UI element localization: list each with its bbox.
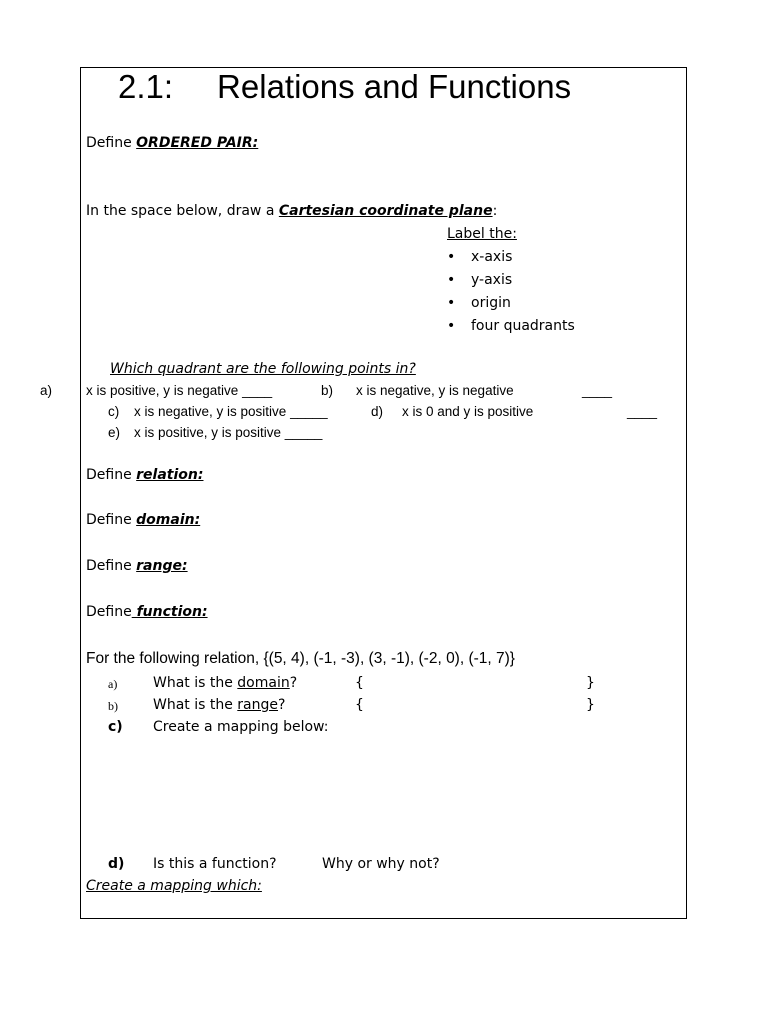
label-item-x-axis: • x-axis [447, 249, 575, 272]
cartesian-term: Cartesian coordinate plane [278, 203, 493, 219]
define-label: Define [86, 558, 137, 574]
relation-intro: For the following relation, {(5, 4), (-1, -3), (3, -1), (-2, 0), (-1, 7)} [86, 650, 515, 667]
range-open-brace: { [355, 697, 364, 713]
domain-close-brace: } [586, 675, 595, 691]
cartesian-prefix: In the space below, draw a [86, 203, 279, 219]
relation-d-why: Why or why not? [322, 856, 440, 872]
define-label: Define [86, 135, 137, 151]
title-number: 2.1: [118, 68, 174, 105]
quadrant-d-label: d) [371, 404, 384, 419]
relation-d-text: Is this a function? [153, 856, 277, 872]
question-prefix: What is the [153, 697, 238, 713]
relation-a-question [153, 675, 297, 691]
relation-b-label: b) [108, 699, 118, 713]
relation-d-label: d) [108, 856, 125, 872]
quadrant-d-text: x is 0 and y is positive [402, 404, 534, 419]
worksheet-frame [80, 67, 687, 919]
relation-a-label: a) [108, 677, 118, 691]
domain-word: domain [237, 675, 290, 691]
question-mark: ? [278, 697, 286, 713]
question-prefix: What is the [153, 675, 238, 691]
quadrant-c-text: x is negative, y is positive _____ [134, 404, 328, 419]
function-term: function: [131, 604, 208, 620]
quadrant-a-label: a) [40, 383, 53, 398]
page-title [118, 68, 571, 106]
quadrant-a-text: x is positive, y is negative ____ [86, 383, 273, 398]
title-text: Relations and Functions [217, 68, 572, 105]
cartesian-suffix: : [492, 203, 498, 219]
quadrant-b-blank: ____ [582, 383, 613, 398]
range-close-brace: } [586, 697, 595, 713]
label-list [447, 249, 575, 341]
define-domain [86, 512, 200, 528]
relation-term: relation: [136, 467, 204, 483]
define-range [86, 558, 188, 574]
create-mapping-prompt: Create a mapping which: [86, 878, 262, 894]
define-ordered-pair [86, 135, 258, 151]
relation-b-question [153, 697, 285, 713]
quadrant-b-label: b) [321, 383, 334, 398]
range-term: range: [136, 558, 188, 574]
quadrant-b-text: x is negative, y is negative [356, 383, 514, 398]
define-label: Define [86, 604, 132, 620]
ordered-pair-term: ORDERED PAIR: [136, 135, 259, 151]
label-item-quadrants: • four quadrants [447, 318, 575, 341]
quadrant-question: Which quadrant are the following points in? [110, 361, 416, 377]
relation-c-label: c) [108, 719, 123, 735]
range-word: range [237, 697, 279, 713]
domain-open-brace: { [355, 675, 364, 691]
quadrant-c-label: c) [108, 404, 120, 419]
domain-term: domain: [136, 512, 201, 528]
label-item-y-axis: • y-axis [447, 272, 575, 295]
quadrant-d-blank: ____ [627, 404, 658, 419]
define-relation [86, 467, 203, 483]
define-function [86, 604, 208, 620]
quadrant-e-label: e) [108, 425, 121, 440]
label-the-heading: Label the: [447, 226, 517, 242]
question-mark: ? [289, 675, 298, 691]
define-label: Define [86, 467, 137, 483]
label-item-origin: • origin [447, 295, 575, 318]
cartesian-instruction [86, 203, 497, 219]
relation-c-text: Create a mapping below: [153, 719, 329, 735]
label-the-block [447, 226, 575, 341]
define-label: Define [86, 512, 137, 528]
quadrant-e-text: x is positive, y is positive _____ [134, 425, 323, 440]
